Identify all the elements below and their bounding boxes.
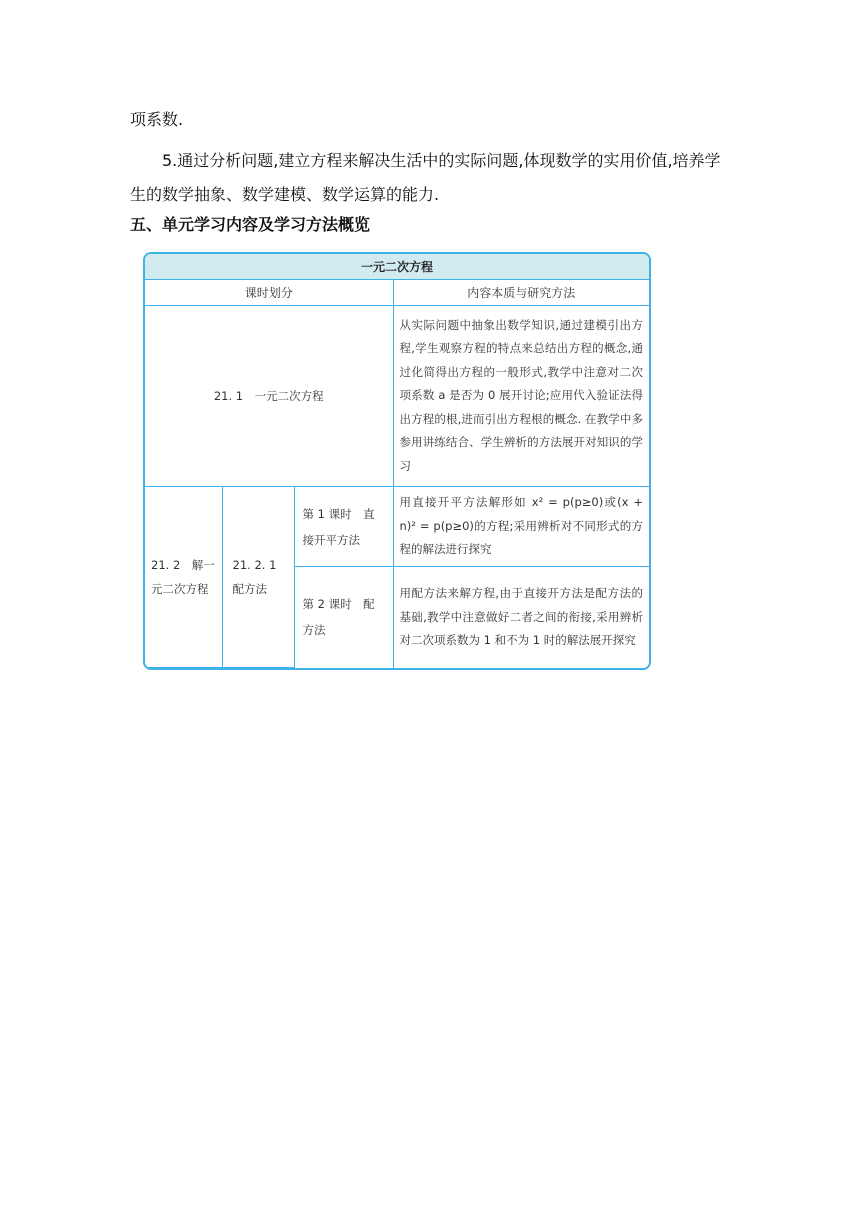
chapter-21-2-cell: 21. 2 解一元二次方程 bbox=[145, 487, 222, 668]
lesson-1-cell: 第 1 课时 直接开平方法 bbox=[294, 487, 393, 567]
section-21-1-cell: 21. 1 一元二次方程 bbox=[145, 306, 393, 487]
col-header-content: 内容本质与研究方法 bbox=[393, 280, 649, 306]
lesson-1-content: 用直接开平方法解形如 x² = p(p≥0)或(x + n)² = p(p≥0)的方程;采用辨析对不同形式的方程的解法进行探究 bbox=[393, 487, 649, 567]
section-heading: 五、单元学习内容及学习方法概览 bbox=[130, 215, 371, 234]
section-21-2-1-cell: 21. 2. 1 配方法 bbox=[222, 487, 294, 668]
paragraph-objective-5: 5.通过分析问题,建立方程来解决生活中的实际问题,体现数学的实用价值,培养学生的数学抽象、数学建模、数学运算的能力. bbox=[130, 151, 721, 204]
lesson-2-cell: 第 2 课时 配方法 bbox=[294, 567, 393, 668]
lesson-2-content: 用配方法来解方程,由于直接开方法是配方法的基础,教学中注意做好二者之间的衔接,采用辨析对二次项系数为 1 和不为 1 时的解法展开探究 bbox=[393, 567, 649, 668]
section-21-1-content: 从实际问题中抽象出数学知识,通过建模引出方程,学生观察方程的特点来总结出方程的概念,通过化简得出方程的一般形式,教学中注意对二次项系数 a 是否为 0 展开讨论;应用代入验证法得出方程的根,进而引出方程根的概念. 在教学中多参用讲练结合、学生辨析的方法展开对知识的学习 bbox=[393, 306, 649, 487]
overview-table bbox=[143, 252, 651, 670]
paragraph-continuation: 项系数. bbox=[130, 110, 184, 129]
col-header-lessons: 课时划分 bbox=[145, 280, 393, 306]
table-title: 一元二次方程 bbox=[145, 254, 649, 280]
